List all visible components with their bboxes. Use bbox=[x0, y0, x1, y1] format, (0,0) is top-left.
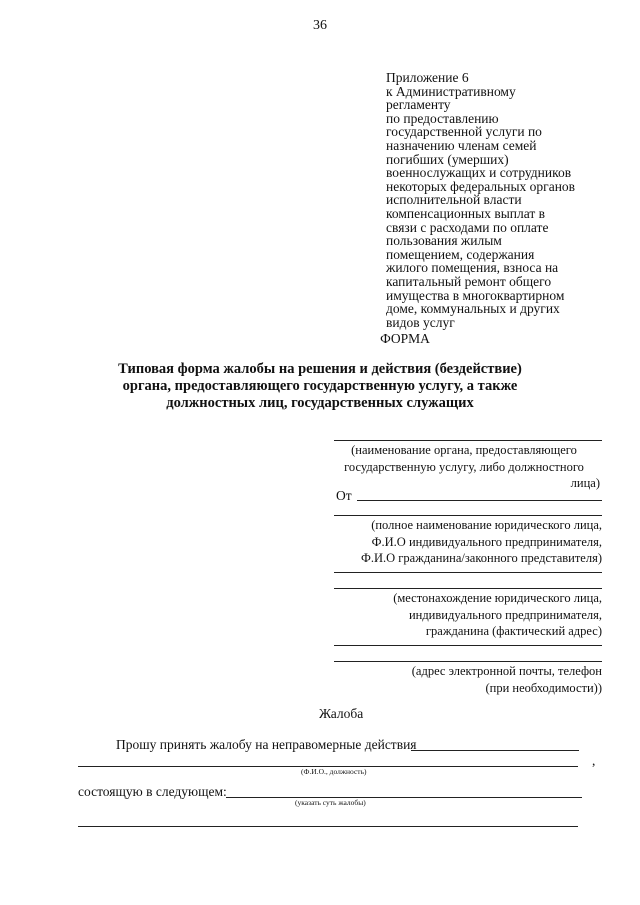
title-line: Типовая форма жалобы на решения и действия (бездействие) bbox=[118, 361, 522, 377]
appendix-line: пользования жилым bbox=[386, 233, 502, 249]
from-input-line[interactable] bbox=[357, 500, 602, 501]
organ-caption bbox=[328, 442, 600, 475]
fio-caption: (Ф.И.О., должность) bbox=[301, 767, 367, 776]
appendix-line: компенсационных выплат в bbox=[386, 205, 546, 221]
appendix-line: исполнительной власти bbox=[386, 192, 522, 208]
location-caption bbox=[326, 590, 602, 640]
caption-line: Ф.И.О гражданина/законного представителя) bbox=[360, 551, 602, 565]
caption-line: государственную услугу, либо должностного bbox=[344, 459, 584, 474]
appendix-line: погибших (умерших) bbox=[386, 151, 509, 167]
consisting-label: состоящую в следующем: bbox=[78, 784, 227, 799]
contact-input-line-2[interactable] bbox=[334, 661, 602, 662]
title-line: должностных лиц, государственных служащих bbox=[166, 395, 474, 411]
title-line: органа, предоставляющего государственную услугу, а также bbox=[122, 378, 518, 394]
location-input-line-2[interactable] bbox=[334, 588, 602, 589]
from-label: От bbox=[336, 488, 352, 503]
appendix-line: доме, коммунальных и других bbox=[386, 301, 560, 317]
comma-mark: , bbox=[592, 753, 596, 768]
essence-input-line-2[interactable] bbox=[78, 826, 578, 827]
contact-caption bbox=[326, 663, 602, 696]
location-input-line-1[interactable] bbox=[334, 572, 602, 573]
request-text: Прошу принять жалобу на неправомерные действия bbox=[116, 737, 417, 752]
appendix-line: военнослужащих и сотрудников bbox=[386, 165, 572, 181]
caption-line: индивидуального предпринимателя, bbox=[408, 607, 602, 622]
appendix-line: жилого помещения, взноса на bbox=[386, 260, 559, 276]
complaint-heading: Жалоба bbox=[319, 706, 364, 721]
appendix-line: государственной услуги по bbox=[386, 124, 542, 140]
page-number: 36 bbox=[313, 18, 327, 33]
appendix-block bbox=[386, 71, 606, 329]
appendix-line: капитальный ремонт общего bbox=[386, 273, 552, 289]
caption-line: (наименование органа, предоставляющего bbox=[351, 443, 577, 457]
caption-line: (адрес электронной почты, телефон bbox=[411, 664, 602, 678]
appendix-line: по предоставлению bbox=[386, 110, 499, 126]
appendix-line: связи с расходами по оплате bbox=[386, 219, 549, 235]
appendix-line: некоторых федеральных органов bbox=[386, 178, 576, 194]
essence-caption: (указать суть жалобы) bbox=[295, 798, 366, 807]
forma-label: ФОРМА bbox=[380, 331, 430, 346]
appendix-line: имущества в многоквартирном bbox=[386, 287, 565, 303]
caption-line: гражданина (фактический адрес) bbox=[425, 624, 602, 638]
appendix-line: Приложение 6 bbox=[386, 70, 469, 85]
caption-line: (местонахождение юридического лица, bbox=[393, 591, 602, 605]
organ-name-input-line[interactable] bbox=[334, 440, 602, 441]
contact-input-line-1[interactable] bbox=[334, 645, 602, 646]
appendix-line: видов услуг bbox=[386, 314, 455, 330]
appendix-line: регламенту bbox=[386, 97, 451, 113]
form-title bbox=[60, 361, 580, 412]
essence-input-line[interactable] bbox=[226, 797, 582, 798]
appendix-line: к Административному bbox=[386, 83, 516, 99]
applicant-input-line[interactable] bbox=[334, 515, 602, 516]
caption-line: Ф.И.О индивидуального предпринимателя, bbox=[371, 534, 602, 549]
appendix-line: назначению членам семей bbox=[386, 137, 537, 153]
appendix-line: помещением, содержания bbox=[386, 246, 535, 262]
official-input-line[interactable] bbox=[411, 750, 579, 751]
applicant-caption bbox=[326, 517, 602, 567]
caption-line: (при необходимости)) bbox=[485, 680, 602, 695]
caption-line: (полное наименование юридического лица, bbox=[371, 518, 602, 532]
organ-caption-tail: лица) bbox=[570, 476, 600, 490]
